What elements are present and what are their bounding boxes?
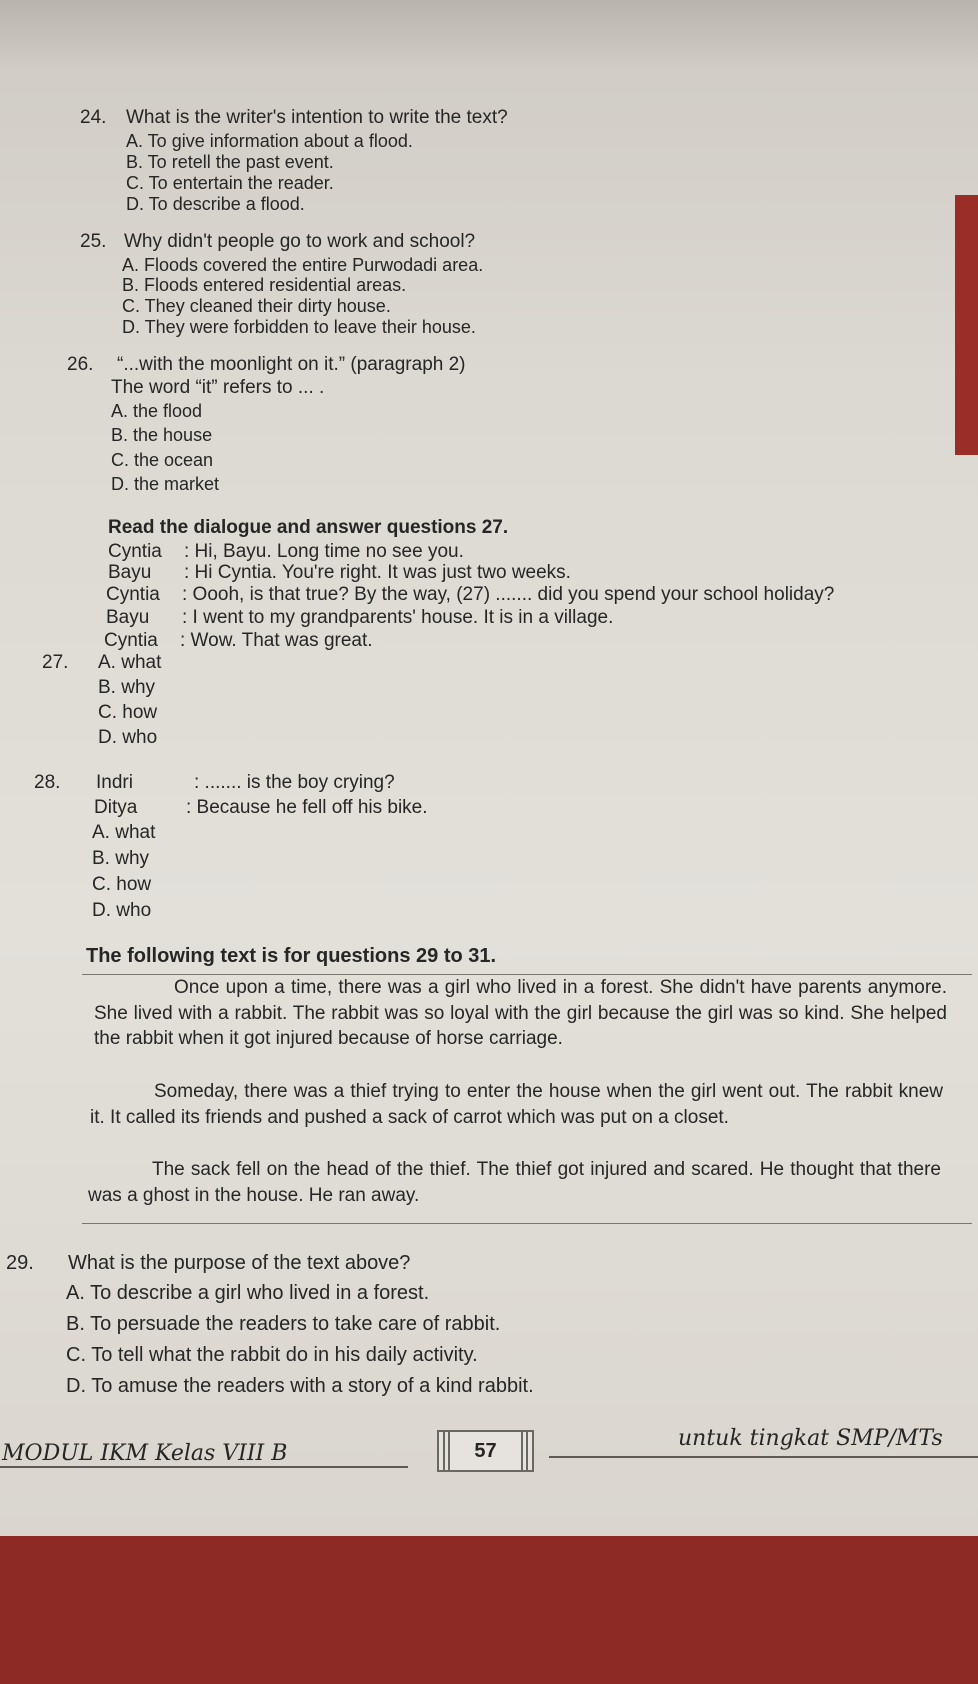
dialogue-line: : Hi, Bayu. Long time no see you. — [184, 541, 464, 562]
footer-rule-right — [549, 1456, 978, 1458]
option-b: B. Floods entered residential areas. — [122, 275, 407, 295]
footer-rule-left — [0, 1466, 408, 1468]
question-text: What is the purpose of the text above? — [68, 1252, 411, 1274]
option-d: D. To describe a flood. — [126, 194, 305, 214]
question-number: 29. — [6, 1252, 34, 1274]
option-d: D. who — [98, 727, 158, 748]
passage-paragraph-2: Someday, there was a thief trying to enter the house when the girl went out. The rabbit knew it. It called its friends and pushed a sack of carrot which was put on a closet. — [90, 1081, 943, 1128]
question-text: What is the writer's intention to write the text? — [126, 107, 508, 128]
option-d: D. who — [92, 900, 152, 921]
dialogue-speaker: Cyntia — [104, 630, 158, 651]
option-c: C. the ocean — [111, 450, 214, 470]
option-d: D. They were forbidden to leave their house. — [122, 317, 476, 337]
option-c: C. To entertain the reader. — [126, 173, 334, 193]
dialogue-line: : Because he fell off his bike. — [186, 797, 428, 818]
option-d: D. the market — [111, 474, 220, 494]
option-c: C. how — [98, 702, 158, 723]
passage-paragraph-1: Once upon a time, there was a girl who lived in a forest. She didn't have parents anymore. She lived with a rabbit. The rabbit was so loyal with the girl because the girl was so kind. She helped the rabbit when it got injured because of horse carriage. — [94, 977, 947, 1049]
dialogue-speaker: Bayu — [106, 607, 150, 628]
option-b: B. the house — [111, 425, 213, 445]
page-number: 57 — [474, 1440, 497, 1462]
dialogue-instruction: Read the dialogue and answer questions 27. — [108, 517, 509, 538]
option-b: B. To retell the past event. — [126, 152, 334, 172]
dialogue-speaker: Cyntia — [108, 541, 162, 562]
dialogue-line: : ....... is the boy crying? — [194, 772, 395, 793]
option-a: A. what — [92, 822, 156, 843]
option-a: A. To give information about a flood. — [126, 131, 413, 151]
question-number: 28. — [34, 772, 61, 793]
option-a: A. the flood — [111, 401, 203, 421]
background-strip — [955, 195, 978, 455]
question-number: 24. — [80, 107, 107, 128]
page-number-box — [437, 1430, 534, 1472]
question-subtext: The word “it” refers to ... . — [111, 377, 325, 398]
dialogue-speaker: Indri — [96, 772, 133, 793]
dialogue-line: : Wow. That was great. — [180, 630, 373, 651]
level-label: untuk tingkat SMP/MTs — [678, 1426, 943, 1451]
dialogue-line: : Hi Cyntia. You're right. It was just two weeks. — [184, 562, 571, 583]
dialogue-speaker: Ditya — [94, 797, 138, 818]
question-number: 27. — [42, 652, 69, 673]
option-c: C. To tell what the rabbit do in his daily activity. — [66, 1344, 478, 1366]
passage-instruction: The following text is for questions 29 to 31. — [86, 945, 497, 967]
option-d: D. To amuse the readers with a story of a kind rabbit. — [66, 1375, 534, 1397]
option-a: A. To describe a girl who lived in a forest. — [66, 1282, 430, 1304]
question-number: 25. — [80, 231, 107, 252]
question-number: 26. — [67, 354, 94, 375]
dialogue-line: : I went to my grandparents' house. It is in a village. — [182, 607, 614, 628]
dialogue-line: : Oooh, is that true? By the way, (27) ....... did you spend your school holiday? — [182, 584, 835, 605]
story-passage — [82, 974, 972, 1224]
option-a: A. Floods covered the entire Purwodadi area. — [122, 255, 484, 275]
option-b: B. why — [92, 848, 150, 869]
dialogue-speaker: Bayu — [108, 562, 152, 583]
option-b: B. To persuade the readers to take care of rabbit. — [66, 1313, 501, 1335]
passage-paragraph-3: The sack fell on the head of the thief. The thief got injured and scared. He thought that there was a ghost in the house. He ran away. — [88, 1159, 941, 1206]
option-b: B. why — [98, 677, 156, 698]
module-title: MODUL IKM Kelas VIII B — [2, 1441, 288, 1466]
question-text: “...with the moonlight on it.” (paragraph 2) — [117, 354, 466, 375]
question-text: Why didn't people go to work and school? — [124, 231, 476, 252]
option-c: C. They cleaned their dirty house. — [122, 296, 391, 316]
dialogue-speaker: Cyntia — [106, 584, 160, 605]
option-a: A. what — [98, 652, 162, 673]
option-c: C. how — [92, 874, 152, 895]
